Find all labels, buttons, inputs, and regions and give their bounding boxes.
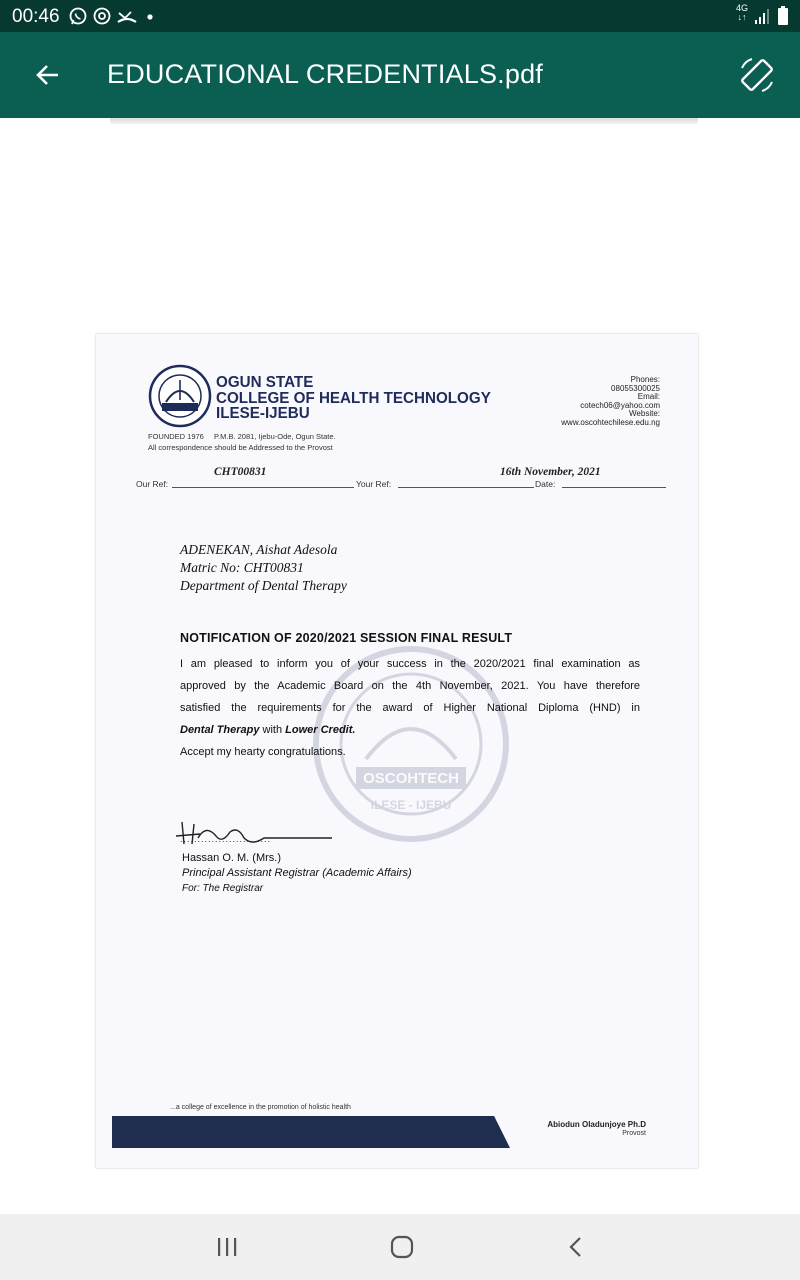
college-name: OGUN STATE COLLEGE OF HEALTH TECHNOLOGY ILESE-IJEBU bbox=[216, 374, 491, 422]
date-line bbox=[562, 487, 666, 488]
seal-text-top: OSCOHTECH bbox=[363, 770, 459, 787]
grade: Lower Credit. bbox=[285, 724, 356, 736]
document-title: EDUCATIONAL CREDENTIALS.pdf bbox=[107, 59, 544, 89]
navigation-bar bbox=[0, 1214, 800, 1280]
your-ref-label: Your Ref: bbox=[356, 479, 392, 489]
whatsapp-icon bbox=[68, 5, 88, 27]
body-line-2: approved by the Academic Board on the 4th November, 2021. You have therefore bbox=[180, 680, 640, 692]
footer-bar bbox=[112, 1116, 510, 1148]
course-name: Dental Therapy bbox=[180, 724, 260, 736]
your-ref-line bbox=[398, 487, 534, 488]
recent-apps-icon[interactable] bbox=[212, 1232, 242, 1262]
signal-icon bbox=[754, 5, 772, 27]
recipient-name: ADENEKAN, Aishat Adesola bbox=[180, 542, 338, 557]
our-ref-value: CHT00831 bbox=[214, 466, 267, 478]
previous-page-edge bbox=[110, 118, 698, 124]
signatory-title: Principal Assistant Registrar (Academic Affairs) bbox=[182, 867, 412, 879]
closing-line: Accept my hearty congratulations. bbox=[180, 746, 346, 758]
signature-dots: .......................... bbox=[180, 834, 272, 844]
date-label: Date: bbox=[535, 479, 556, 489]
notification-dot-icon bbox=[146, 5, 154, 27]
founded-year: FOUNDED 1976 bbox=[148, 432, 204, 441]
network-type: 4G ↓↑ bbox=[736, 3, 749, 22]
body-line-1: I am pleased to inform you of your success in the 2020/2021 final examination as bbox=[180, 658, 640, 670]
our-ref-line bbox=[172, 487, 354, 488]
back-arrow-icon[interactable] bbox=[30, 57, 66, 93]
matric-number: Matric No: CHT00831 bbox=[180, 560, 304, 575]
provost-title: Provost bbox=[622, 1130, 646, 1137]
department: Department of Dental Therapy bbox=[180, 578, 347, 593]
date-value: 16th November, 2021 bbox=[500, 466, 601, 478]
status-time: 00:46 bbox=[12, 6, 60, 27]
pdf-page bbox=[96, 334, 698, 1168]
college-motto: ...a college of excellence in the promotion of holistic health bbox=[170, 1104, 351, 1111]
letter-heading: NOTIFICATION OF 2020/2021 SESSION FINAL RESULT bbox=[180, 631, 513, 645]
back-nav-icon[interactable] bbox=[561, 1232, 591, 1262]
signatory-name: Hassan O. M. (Mrs.) bbox=[182, 852, 282, 864]
missed-call-icon bbox=[116, 5, 138, 27]
body-line-3: satisfied the requirements for the award of Higher National Diploma (HND) in bbox=[180, 702, 640, 714]
college-logo bbox=[148, 364, 212, 428]
battery-icon bbox=[776, 5, 790, 27]
status-bar bbox=[0, 0, 800, 32]
sync-icon bbox=[92, 5, 112, 27]
seal-text-bottom: ILESE - IJEBU bbox=[370, 798, 452, 812]
correspondence-note: All correspondence should be Addressed to the Provost bbox=[148, 443, 333, 452]
home-icon[interactable] bbox=[387, 1232, 417, 1262]
our-ref-label: Our Ref: bbox=[136, 479, 169, 489]
award-line bbox=[180, 719, 640, 741]
contact-details: Phones: 08055300025 Email: cotech06@yahoo.com Website: www.oscohtechilese.edu.ng bbox=[561, 375, 660, 427]
screen-rotate-icon[interactable] bbox=[736, 54, 778, 96]
provost-name: Abiodun Oladunjoye Ph.D bbox=[547, 1120, 646, 1129]
with-text: with bbox=[259, 724, 286, 736]
app-bar bbox=[0, 32, 800, 118]
signatory-for: For: The Registrar bbox=[182, 883, 264, 894]
postal-address: P.M.B. 2081, Ijebu-Ode, Ogun State. bbox=[214, 432, 336, 441]
